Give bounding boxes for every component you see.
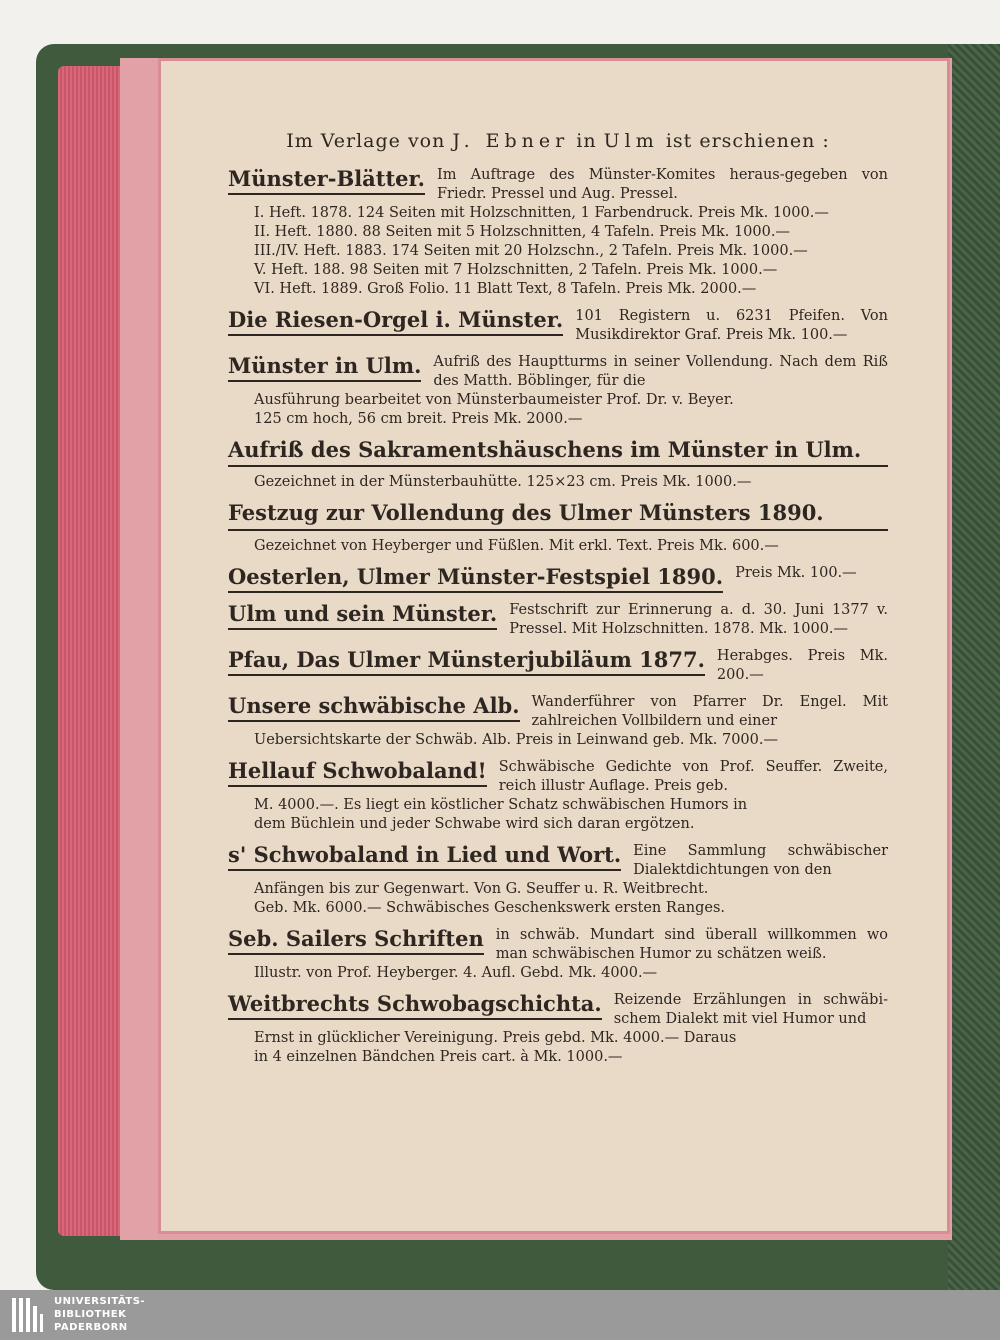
catalogue-entry (228, 564, 888, 593)
entry-head (228, 307, 888, 345)
entry-title: Münster in Ulm. (228, 353, 421, 382)
entry-head (228, 353, 888, 391)
entry-line: Ausführung bearbeitet von Münsterbaumeister Prof. Dr. v. Beyer. (254, 392, 734, 408)
entry-title: Oesterlen, Ulmer Münster-Festspiel 1890. (228, 564, 723, 593)
entry-head (228, 564, 888, 593)
catalogue-entry (228, 307, 888, 345)
entry-line: Ernst in glücklicher Vereinigung. Preis gebd. Mk. 4000.— Daraus (254, 1029, 737, 1046)
entry-description: Preis Mk. 100.— (735, 564, 857, 581)
page (158, 58, 950, 1234)
library-name-line2: BIBLIOTHEK (54, 1309, 127, 1320)
entry-description: Schwäbische Gedichte von Prof. Seuffer. Zweite, reich illustr Auflage. Preis geb. (498, 758, 888, 794)
header-city: Ulm (603, 130, 659, 152)
catalogue-entry (228, 842, 888, 918)
entry-description: Eine Sammlung schwäbischer Dialektdichtungen von den (633, 842, 888, 878)
entry-line: VI. Heft. 1889. Groß Folio. 11 Blatt Text, 8 Tafeln. Preis Mk. 2000.— (254, 281, 757, 297)
entry-line: Anfängen bis zur Gegenwart. Von G. Seuffer u. R. Weitbrecht. (254, 880, 709, 897)
header-mid: in (576, 130, 597, 152)
page-content (228, 130, 888, 1075)
entry-description: Reizende Erzählungen in schwäbi-schem Dialekt mit viel Humor und (613, 991, 888, 1027)
entry-line: I. Heft. 1878. 124 Seiten mit Holzschnitten, 1 Farbendruck. Preis Mk. 1000.— (254, 205, 829, 221)
entry-head (228, 693, 888, 731)
entry-head (228, 758, 888, 796)
entry-description: Aufriß des Hauptturms in seiner Vollendung. Nach dem Riß des Matth. Böblinger, für die (433, 354, 888, 389)
page-header (228, 130, 888, 152)
entry-line: Geb. Mk. 6000.— Schwäbisches Geschenkswerk ersten Ranges. (254, 899, 726, 916)
entry-head (228, 991, 888, 1029)
entry-line: V. Heft. 188. 98 Seiten mit 7 Holzschnitten, 2 Tafeln. Preis Mk. 1000.— (254, 262, 778, 278)
catalogue-entry (228, 991, 888, 1067)
entry-line: dem Büchlein und jeder Schwabe wird sich daran ergötzen. (254, 815, 695, 832)
catalogue-entry (228, 758, 888, 834)
entry-title: s' Schwobaland in Lied und Wort. (228, 842, 621, 871)
entry-title: Unsere schwäbische Alb. (228, 693, 520, 722)
entry-line: III./IV. Heft. 1883. 174 Seiten mit 20 Holzschn., 2 Tafeln. Preis Mk. 1000.— (254, 243, 808, 259)
entry-title: Festzug zur Vollendung des Ulmer Münsters 1890. (228, 500, 888, 530)
catalogue-entries (228, 166, 888, 1067)
library-logo-icon (10, 1296, 44, 1334)
entry-title: Seb. Sailers Schriften (228, 926, 484, 955)
entry-description: 101 Registern u. 6231 Pfeifen. Von Musikdirektor Graf. Preis Mk. 100.— (575, 308, 888, 343)
entry-title: Pfau, Das Ulmer Münsterjubiläum 1877. (228, 647, 705, 676)
entry-title: Die Riesen-Orgel i. Münster. (228, 307, 563, 336)
entry-line: II. Heft. 1880. 88 Seiten mit 5 Holzschnitten, 4 Tafeln. Preis Mk. 1000.— (254, 224, 790, 240)
entry-line: Gezeichnet von Heyberger und Füßlen. Mit erkl. Text. Preis Mk. 600.— (254, 537, 779, 554)
catalogue-entry (228, 693, 888, 750)
entry-description: Festschrift zur Erinnerung a. d. 30. Juni 1377 v. Pressel. Mit Holzschnitten. 1878. Mk. 1000.— (509, 601, 888, 637)
catalogue-entry (228, 647, 888, 685)
entry-description: Herabges. Preis Mk. 200.— (716, 647, 888, 683)
entry-line: Uebersichtskarte der Schwäb. Alb. Preis in Leinwand geb. Mk. 7000.— (254, 731, 778, 748)
entry-head (228, 842, 888, 880)
catalogue-entry (228, 926, 888, 983)
catalogue-entry (228, 166, 888, 299)
catalogue-entry (228, 500, 888, 555)
entry-description: Im Auftrage des Münster-Komites heraus-gegeben von Friedr. Pressel und Aug. Pressel. (437, 167, 888, 202)
entry-head (228, 926, 888, 964)
entry-line: Illustr. von Prof. Heyberger. 4. Aufl. Gebd. Mk. 4000.— (254, 964, 658, 981)
library-footer (0, 1290, 1000, 1340)
header-suffix: ist erschienen : (665, 130, 830, 152)
catalogue-entry (228, 601, 888, 639)
entry-line: M. 4000.—. Es liegt ein köstlicher Schatz schwäbischen Humors in (254, 796, 748, 813)
entry-title: Ulm und sein Münster. (228, 601, 497, 630)
header-prefix: Im Verlage von (286, 130, 446, 152)
entry-description: in schwäb. Mundart sind überall willkommen wo man schwäbischen Humor zu schätzen weiß. (495, 926, 888, 962)
library-name (54, 1295, 145, 1334)
header-publisher: J. Ebner (452, 130, 570, 152)
entry-title: Hellauf Schwobaland! (228, 758, 487, 787)
entry-title: Weitbrechts Schwobagschichta. (228, 991, 602, 1020)
catalogue-entry (228, 437, 888, 492)
entry-description: Wanderführer von Pfarrer Dr. Engel. Mit zahlreichen Vollbildern und einer (531, 693, 888, 729)
entry-head (228, 647, 888, 685)
book-cover-edge (948, 44, 1000, 1290)
entry-head (228, 166, 888, 204)
catalogue-entry (228, 353, 888, 429)
entry-title: Aufriß des Sakramentshäuschens im Münster in Ulm. (228, 437, 888, 467)
entry-line: 125 cm hoch, 56 cm breit. Preis Mk. 2000.— (254, 411, 583, 427)
library-name-line3: PADERBORN (54, 1322, 128, 1333)
entry-line: in 4 einzelnen Bändchen Preis cart. à Mk. 1000.— (254, 1048, 623, 1065)
library-name-line1: UNIVERSITÄTS- (54, 1296, 146, 1307)
entry-title: Münster-Blätter. (228, 166, 425, 195)
entry-line: Gezeichnet in der Münsterbauhütte. 125×23 cm. Preis Mk. 1000.— (254, 474, 752, 491)
entry-head (228, 601, 888, 639)
